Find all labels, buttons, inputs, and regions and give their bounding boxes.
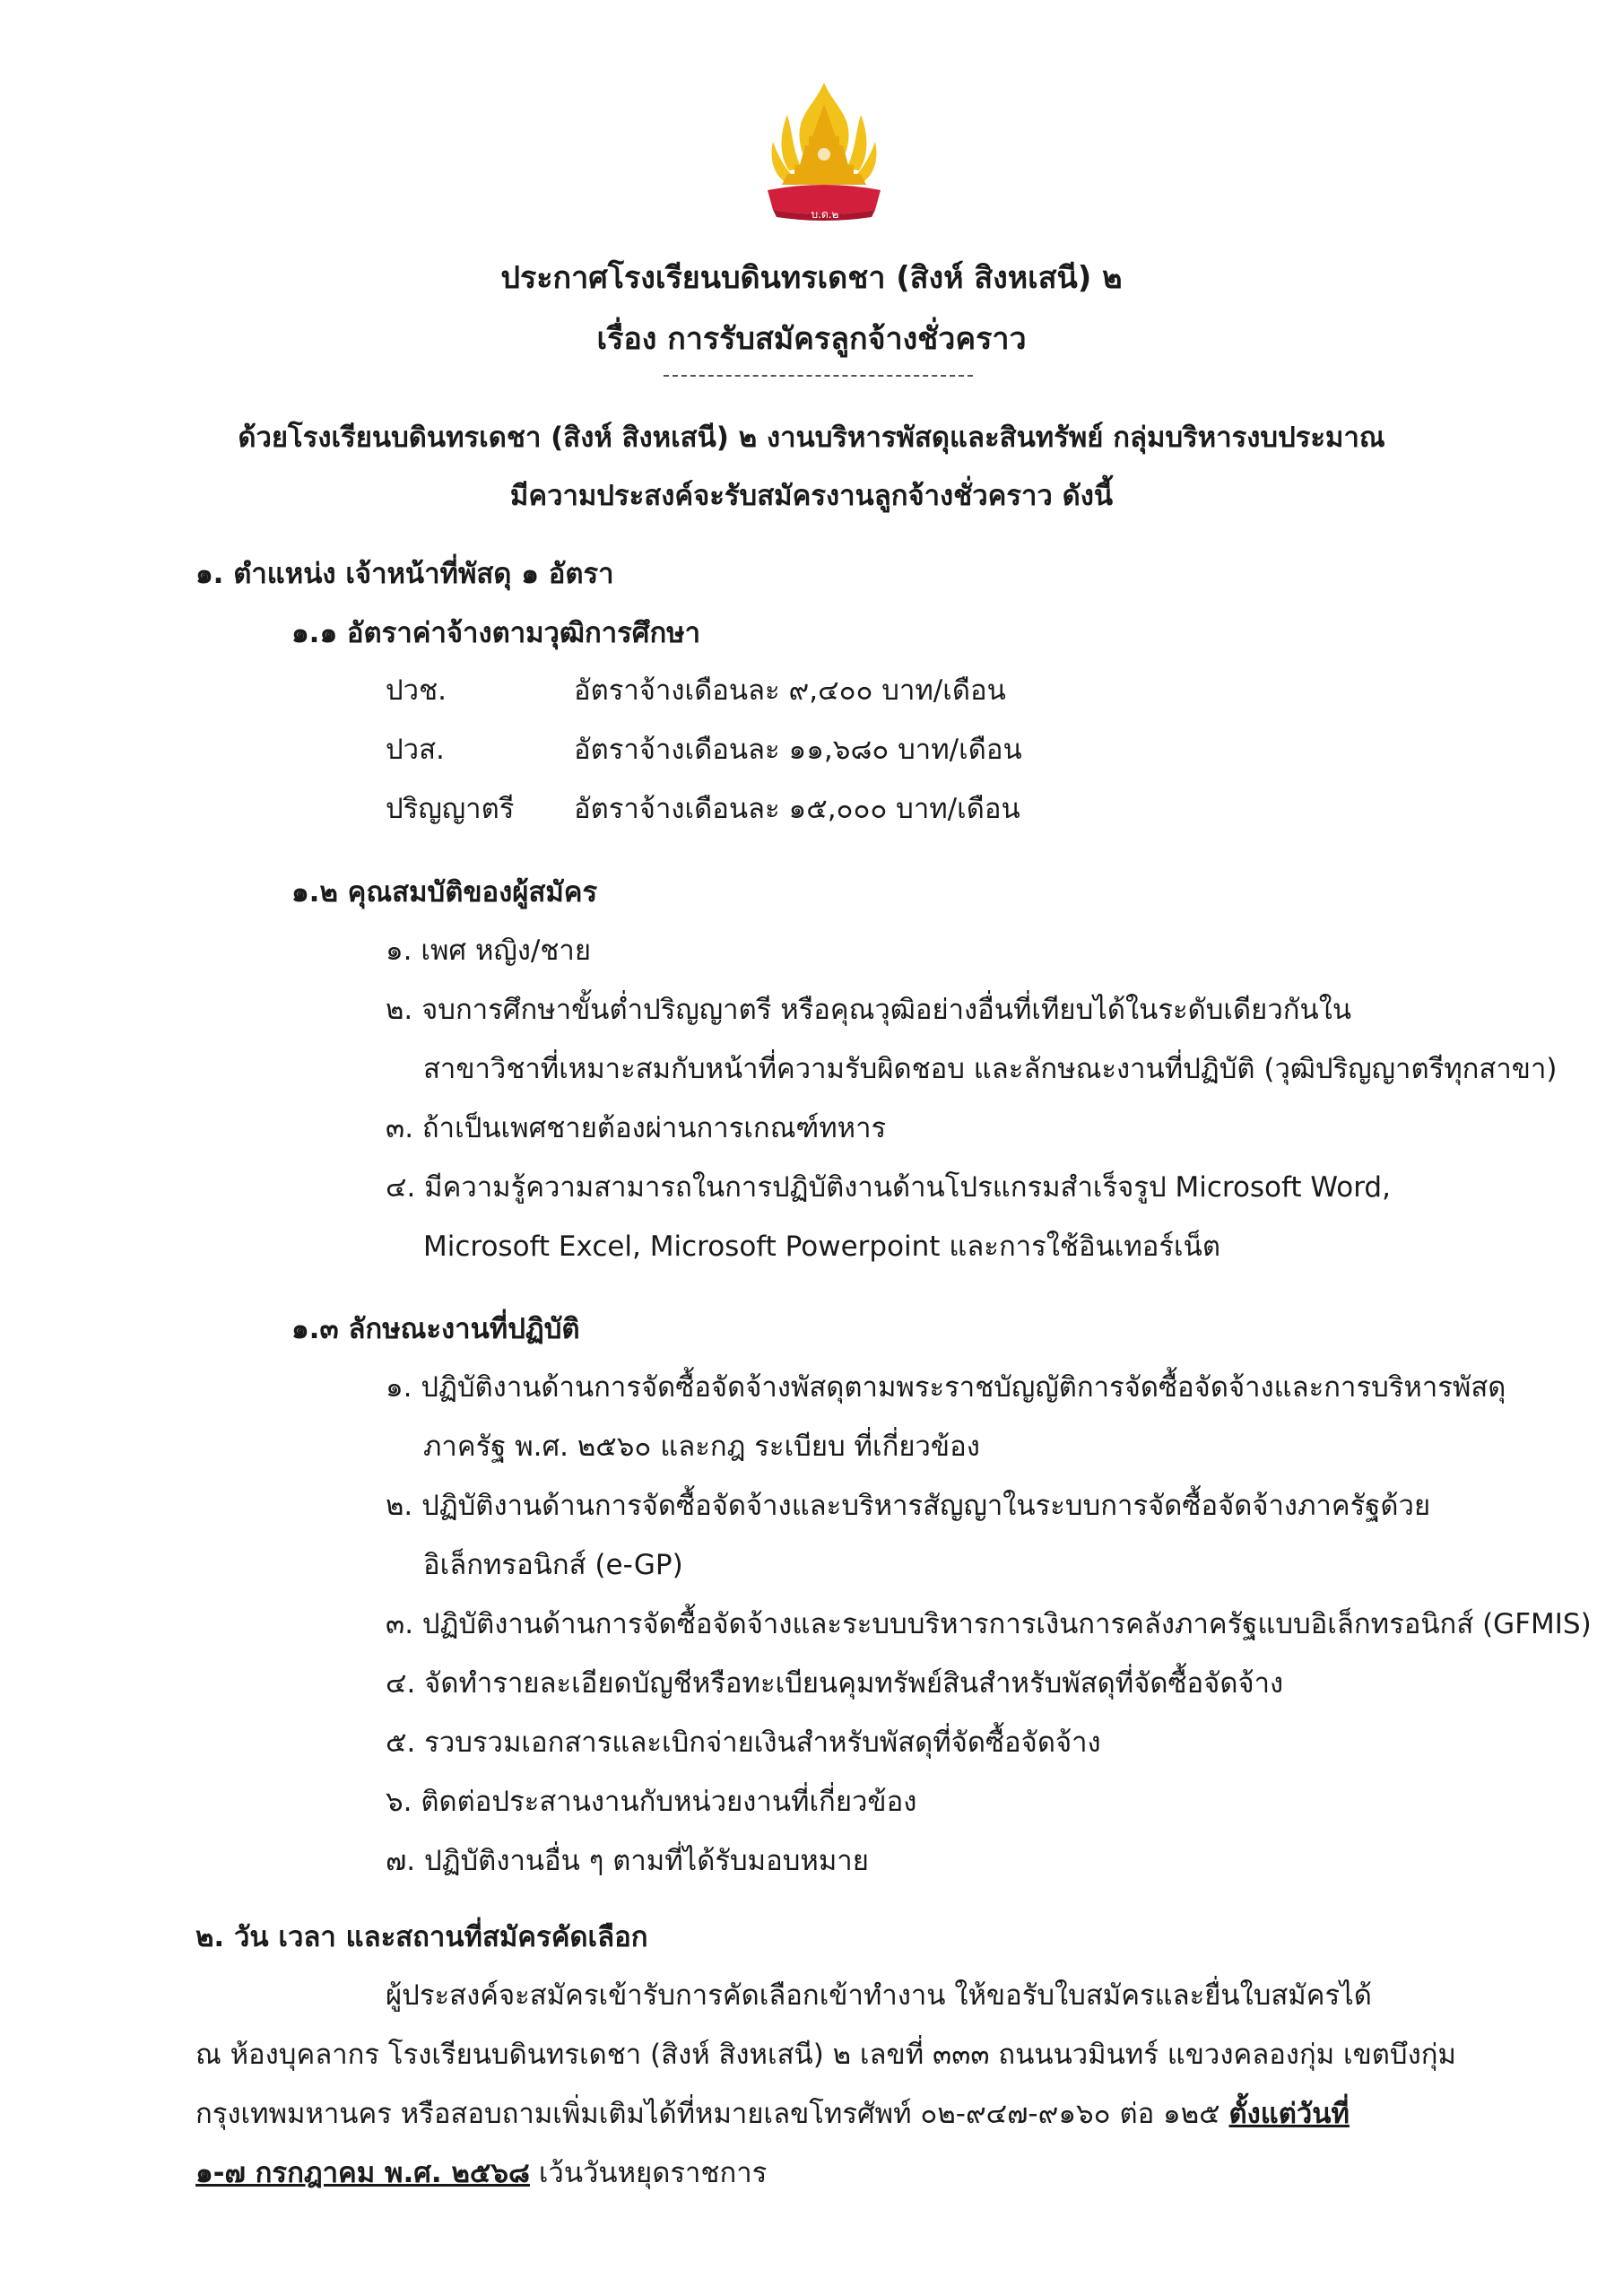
wage-rate: อัตราจ้างเดือนละ ๑๑,๖๘๐ บาท/เดือน — [574, 734, 1022, 766]
qualification-line: สาขาวิชาที่เหมาะสมกับหน้าที่ความรับผิดชอบ และลักษณะงานที่ปฏิบัติ (วุฒิปริญญาตรีทุกสาขา) — [423, 1053, 1558, 1085]
wages-heading: ๑.๑ อัตราค่าจ้างตามวุฒิการศึกษา — [291, 617, 701, 649]
application-text-line — [195, 2096, 1350, 2132]
duty-line: ภาครัฐ พ.ศ. ๒๕๖๐ และกฎ ระเบียบ ที่เกี่ยวข้อง — [423, 1431, 980, 1463]
wage-level: ปวส. — [386, 734, 445, 766]
duty-line: ๖. ติดต่อประสานงานกับหน่วยงานที่เกี่ยวข้อง — [386, 1786, 917, 1818]
duty-line: ๑. ปฏิบัติงานด้านการจัดซื้อจัดจ้างพัสดุตามพระราชบัญญัติการจัดซื้อจัดจ้างและการบริหารพัสดุ — [386, 1371, 1506, 1404]
date-emphasis: ตั้งแต่วันที่ — [1228, 2098, 1350, 2130]
announcement-title: ประกาศโรงเรียนบดินทรเดชา (สิงห์ สิงหเสนี) ๒ — [500, 260, 1123, 296]
section-2-heading: ๒. วัน เวลา และสถานที่สมัครคัดเลือก — [195, 1921, 648, 1953]
holiday-note: เว้นวันหยุดราชการ — [529, 2157, 768, 2189]
contact-text: กรุงเทพมหานคร หรือสอบถามเพิ่มเติมได้ที่หมายเลขโทรศัพท์ ๐๒-๙๔๗-๙๑๖๐ ต่อ ๑๒๕ — [195, 2098, 1229, 2130]
application-text-line: ผู้ประสงค์จะสมัครเข้ารับการคัดเลือกเข้าทำงาน ให้ขอรับใบสมัครและยื่นใบสมัครได้ — [386, 1979, 1372, 2012]
duty-line: ๔. จัดทำรายละเอียดบัญชีหรือทะเบียนคุมทรัพย์สินสำหรับพัสดุที่จัดซื้อจัดจ้าง — [386, 1667, 1284, 1700]
duty-line: ๒. ปฏิบัติงานด้านการจัดซื้อจัดจ้างและบริหารสัญญาในระบบการจัดซื้อจัดจ้างภาครัฐด้วย — [386, 1490, 1431, 1522]
duty-line: ๓. ปฏิบัติงานด้านการจัดซื้อจัดจ้างและระบบบริหารการเงินการคลังภาครัฐแบบอิเล็กทรอนิกส์ (GFMIS) — [386, 1608, 1592, 1640]
announcement-subject: เรื่อง การรับสมัครลูกจ้างชั่วคราว — [596, 321, 1027, 357]
duties-heading: ๑.๓ ลักษณะงานที่ปฏิบัติ — [291, 1313, 580, 1345]
qualifications-heading: ๑.๒ คุณสมบัติของผู้สมัคร — [291, 876, 598, 909]
duty-line: ๕. รวบรวมเอกสารและเบิกจ่ายเงินสำหรับพัสดุที่จัดซื้อจัดจ้าง — [386, 1726, 1101, 1759]
wage-rate: อัตราจ้างเดือนละ ๙,๔๐๐ บาท/เดือน — [574, 674, 1006, 707]
qualification-line: ๔. มีความรู้ความสามารถในการปฏิบัติงานด้านโปรแกรมสำเร็จรูป Microsoft Word, — [386, 1171, 1391, 1204]
application-text-line — [195, 2155, 767, 2191]
title-divider — [664, 375, 973, 377]
duty-line: ๗. ปฏิบัติงานอื่น ๆ ตามที่ได้รับมอบหมาย — [386, 1845, 869, 1877]
qualification-line: ๓. ถ้าเป็นเพศชายต้องผ่านการเกณฑ์ทหาร — [386, 1112, 887, 1144]
wage-level: ปริญญาตรี — [386, 793, 515, 825]
qualification-line: Microsoft Excel, Microsoft Powerpoint และการใช้อินเทอร์เน็ต — [423, 1231, 1220, 1263]
qualification-line: ๑. เพศ หญิง/ชาย — [386, 935, 591, 967]
wage-level: ปวช. — [386, 674, 447, 707]
date-range-emphasis: ๑-๗ กรกฎาคม พ.ศ. ๒๕๖๘ — [195, 2157, 530, 2189]
intro-line-1: ด้วยโรงเรียนบดินทรเดชา (สิงห์ สิงหเสนี) ๒ งานบริหารพัสดุและสินทรัพย์ กลุ่มบริหารงบประมาณ — [238, 422, 1385, 454]
emblem-label: บ.ด.๒ — [811, 208, 839, 221]
qualification-line: ๒. จบการศึกษาขั้นต่ำปริญญาตรี หรือคุณวุฒิอย่างอื่นที่เทียบได้ในระดับเดียวกันใน — [386, 994, 1352, 1026]
application-text-line: ณ ห้องบุคลากร โรงเรียนบดินทรเดชา (สิงห์ สิงหเสนี) ๒ เลขที่ ๓๓๓ ถนนนวมินทร์ แขวงคลองกุ่ม เขตบึงกุ่ม — [195, 2039, 1456, 2071]
intro-line-2: มีความประสงค์จะรับสมัครงานลูกจ้างชั่วคราว ดังนี้ — [509, 480, 1114, 512]
duty-line: อิเล็กทรอนิกส์ (e-GP) — [423, 1549, 683, 1581]
wage-rate: อัตราจ้างเดือนละ ๑๕,๐๐๐ บาท/เดือน — [574, 793, 1020, 825]
section-1-heading: ๑. ตำแหน่ง เจ้าหน้าที่พัสดุ ๑ อัตรา — [195, 558, 614, 590]
